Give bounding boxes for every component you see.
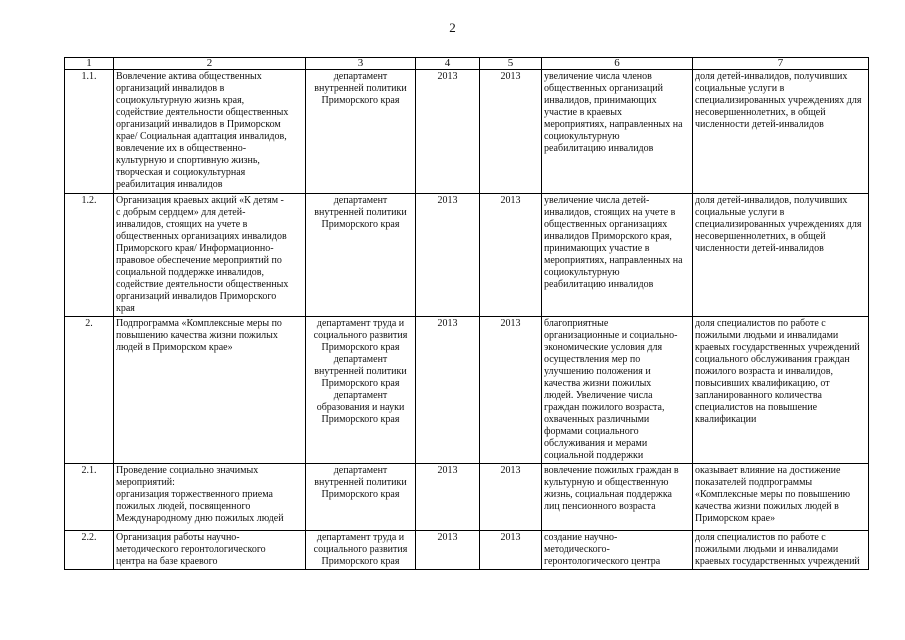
cell-text-line: создание научно- <box>544 532 618 543</box>
cell-text-line: формами социального <box>544 426 639 437</box>
cell-text-line: департамент <box>333 390 388 401</box>
cell-text-line: увеличение числа членов <box>544 71 652 82</box>
cell-text-line: внутренней политики <box>314 207 407 218</box>
cell-text-line: специализированных учреждениях для <box>695 95 862 106</box>
table-row <box>65 317 869 464</box>
expected-result-cell <box>542 70 693 194</box>
cell-text-line: вовлечение пожилых граждан в <box>544 465 679 476</box>
cell-text-line: реабилитацию инвалидов <box>544 279 654 290</box>
cell-text-line: содействие деятельности общественных <box>116 107 289 118</box>
cell-text-line: внутренней политики <box>314 83 407 94</box>
cell-text-line: качества жизни пожилых <box>544 378 652 389</box>
page-number: 2 <box>449 20 456 35</box>
cell-text-line: мероприятиях, направленных на <box>544 119 683 130</box>
cell-text-line: Приморском крае» <box>695 513 776 524</box>
start-year-cell: 2013 <box>416 317 480 464</box>
cell-text-line: принимающих участие в <box>544 243 650 254</box>
indicator-link-cell <box>693 464 869 531</box>
cell-text-line: доля детей-инвалидов, получивших <box>695 195 848 206</box>
cell-text-line: Проведение социально значимых <box>116 465 259 476</box>
cell-text-line: жизнь, социальная поддержка <box>544 489 672 500</box>
cell-text-line: осуществления мер по <box>544 354 641 365</box>
cell-text-line: социального развития <box>313 544 408 555</box>
end-year-cell: 2013 <box>480 531 542 570</box>
table-row <box>65 531 869 570</box>
cell-text-line: Приморского края <box>321 342 400 353</box>
expected-result-cell <box>542 531 693 570</box>
table-row <box>65 70 869 194</box>
cell-text-line: повысивших квалификацию, от <box>695 378 830 389</box>
cell-text-line: социальной поддержки <box>544 450 644 461</box>
cell-text-line: инвалидов, принимающих <box>544 95 657 106</box>
cell-text-line: Вовлечение актива общественных <box>116 71 262 82</box>
cell-text-line: геронтологического центра <box>544 556 661 567</box>
header-cell: 3 <box>306 58 416 70</box>
cell-text-line: организационные и социально- <box>544 330 678 341</box>
header-cell: 2 <box>114 58 306 70</box>
cell-text-line: Приморского края <box>321 556 400 567</box>
cell-text-line: улучшению положения и <box>544 366 651 377</box>
cell-text-line: несовершеннолетних, в общей <box>695 231 826 242</box>
cell-text-line: пожилыми людьми и инвалидами <box>695 544 839 555</box>
cell-text-line: обслуживания и мерами <box>544 438 648 449</box>
cell-text-line: благоприятные <box>544 318 609 329</box>
cell-text-line: вовлечение их в общественно- <box>116 143 247 154</box>
row-number-cell: 1.2. <box>65 194 114 317</box>
cell-text-line: внутренней политики <box>314 366 407 377</box>
cell-text-line: увеличение числа детей- <box>544 195 650 206</box>
cell-text-line: края <box>116 303 135 314</box>
expected-result-cell <box>542 194 693 317</box>
cell-text-line: департамент труда и <box>316 532 405 543</box>
cell-text-line: специализированных учреждениях для <box>695 219 862 230</box>
indicator-link-cell <box>693 194 869 317</box>
cell-text-line: социальные услуги в <box>695 207 785 218</box>
cell-text-line: Приморского края <box>321 414 400 425</box>
cell-text-line: показателей подпрограммы <box>695 477 813 488</box>
cell-text-line: Организация краевых акций «К детям - <box>116 195 284 206</box>
cell-text-line: мероприятий: <box>116 477 175 488</box>
cell-text-line: Приморского края <box>321 489 400 500</box>
executor-cell <box>306 317 416 464</box>
row-number-cell: 2. <box>65 317 114 464</box>
cell-text-line: запланированного количества <box>695 390 822 401</box>
end-year-cell: 2013 <box>480 317 542 464</box>
header-cell: 5 <box>480 58 542 70</box>
cell-text-line: пожилыми людьми и инвалидами <box>695 330 839 341</box>
executor-cell <box>306 194 416 317</box>
cell-text-line: департамент <box>333 465 388 476</box>
header-row <box>65 58 869 70</box>
indicator-link-cell <box>693 317 869 464</box>
activity-name-cell <box>114 464 306 531</box>
cell-text-line: экономические условия для <box>544 342 663 353</box>
cell-text-line: Приморского края/ Информационно- <box>116 243 274 254</box>
cell-text-line: социального обслуживания граждан <box>695 354 850 365</box>
cell-text-line: содействие деятельности общественных <box>116 279 289 290</box>
cell-text-line: граждан пожилого возраста, <box>544 402 665 413</box>
cell-text-line: людей. Увеличение числа <box>544 390 653 401</box>
start-year-cell: 2013 <box>416 464 480 531</box>
cell-text-line: инвалидов Приморского края, <box>544 231 672 242</box>
executor-cell <box>306 70 416 194</box>
cell-text-line: организаций инвалидов в Приморском <box>116 119 281 130</box>
executor-cell <box>306 464 416 531</box>
cell-text-line: лиц пенсионного возраста <box>544 501 656 512</box>
cell-text-line: методического- <box>544 544 610 555</box>
cell-text-line: департамент <box>333 195 388 206</box>
cell-text-line: людей в Приморском крае» <box>116 342 233 353</box>
cell-text-line: общественных организациях <box>544 219 668 230</box>
cell-text-line: «Комплексные меры по повышению <box>695 489 851 500</box>
cell-text-line: специалистов на повышение <box>695 402 818 413</box>
cell-text-line: Приморского края <box>321 95 400 106</box>
cell-text-line: численности детей-инвалидов <box>695 119 824 130</box>
cell-text-line: доля специалистов по работе с <box>695 532 826 543</box>
row-number-cell: 1.1. <box>65 70 114 194</box>
cell-text-line: с добрым сердцем» для детей- <box>116 207 246 218</box>
cell-text-line: департамент <box>333 71 388 82</box>
cell-text-line: организаций инвалидов в <box>116 83 225 94</box>
header-cell: 4 <box>416 58 480 70</box>
cell-text-line: охваченных различными <box>544 414 650 425</box>
cell-text-line: численности детей-инвалидов <box>695 243 824 254</box>
activity-name-cell <box>114 531 306 570</box>
cell-text-line: творческая и социокультурная <box>116 167 246 178</box>
cell-text-line: краевых государственных учреждений <box>695 556 860 567</box>
cell-text-line: организация торжественного приема <box>116 489 273 500</box>
indicator-link-cell <box>693 70 869 194</box>
cell-text-line: департамент труда и <box>316 318 405 329</box>
cell-text-line: культурную и общественную <box>544 477 669 488</box>
program-table <box>64 57 869 570</box>
cell-text-line: участие в краевых <box>544 107 622 118</box>
cell-text-line: квалификации <box>695 414 757 425</box>
cell-text-line: социокультурную <box>544 267 620 278</box>
end-year-cell: 2013 <box>480 194 542 317</box>
activity-name-cell <box>114 194 306 317</box>
cell-text-line: пожилого возраста и инвалидов, <box>695 366 833 377</box>
cell-text-line: доля детей-инвалидов, получивших <box>695 71 848 82</box>
cell-text-line: мероприятиях, направленных на <box>544 255 683 266</box>
expected-result-cell <box>542 317 693 464</box>
cell-text-line: Международному дню пожилых людей <box>116 513 284 524</box>
cell-text-line: социального развития <box>313 330 408 341</box>
cell-text-line: Подпрограмма «Комплексные меры по <box>116 318 282 329</box>
cell-text-line: доля специалистов по работе с <box>695 318 826 329</box>
activity-name-cell <box>114 317 306 464</box>
cell-text-line: пожилых людей, посвященного <box>116 501 251 512</box>
cell-text-line: качества жизни пожилых людей в <box>695 501 839 512</box>
cell-text-line: Приморского края <box>321 378 400 389</box>
start-year-cell: 2013 <box>416 531 480 570</box>
cell-text-line: центра на базе краевого <box>116 556 218 567</box>
cell-text-line: инвалидов, стоящих на учете в <box>116 219 248 230</box>
cell-text-line: социокультурную <box>544 131 620 142</box>
end-year-cell: 2013 <box>480 70 542 194</box>
cell-text-line: внутренней политики <box>314 477 407 488</box>
cell-text-line: краевых государственных учреждений <box>695 342 860 353</box>
activity-name-cell <box>114 70 306 194</box>
executor-cell <box>306 531 416 570</box>
cell-text-line: общественных организациях инвалидов <box>116 231 287 242</box>
cell-text-line: методического геронтологического <box>116 544 266 555</box>
cell-text-line: Организация работы научно- <box>116 532 240 543</box>
table-row <box>65 194 869 317</box>
cell-text-line: департамент <box>333 354 388 365</box>
cell-text-line: социокультурную жизнь края, <box>116 95 245 106</box>
cell-text-line: реабилитация инвалидов <box>116 179 223 190</box>
end-year-cell: 2013 <box>480 464 542 531</box>
cell-text-line: Приморского края <box>321 219 400 230</box>
cell-text-line: крае/ Социальная адаптация инвалидов, <box>116 131 287 142</box>
cell-text-line: организаций инвалидов Приморского <box>116 291 277 302</box>
cell-text-line: образования и науки <box>316 402 405 413</box>
cell-text-line: общественных организаций <box>544 83 663 94</box>
cell-text-line: социальные услуги в <box>695 83 785 94</box>
cell-text-line: повышению качества жизни пожилых <box>116 330 278 341</box>
expected-result-cell <box>542 464 693 531</box>
cell-text-line: правовое обеспечение мероприятий по <box>116 255 282 266</box>
cell-text-line: инвалидов, стоящих на учете в <box>544 207 676 218</box>
cell-text-line: оказывает влияние на достижение <box>695 465 841 476</box>
cell-text-line: несовершеннолетних, в общей <box>695 107 826 118</box>
header-cell: 7 <box>693 58 869 70</box>
header-cell: 1 <box>65 58 114 70</box>
row-number-cell: 2.2. <box>65 531 114 570</box>
start-year-cell: 2013 <box>416 70 480 194</box>
cell-text-line: реабилитацию инвалидов <box>544 143 654 154</box>
cell-text-line: культурную и спортивную жизнь, <box>116 155 260 166</box>
indicator-link-cell <box>693 531 869 570</box>
start-year-cell: 2013 <box>416 194 480 317</box>
header-cell: 6 <box>542 58 693 70</box>
cell-text-line: социальной поддержке инвалидов, <box>116 267 265 278</box>
row-number-cell: 2.1. <box>65 464 114 531</box>
table-row <box>65 464 869 531</box>
